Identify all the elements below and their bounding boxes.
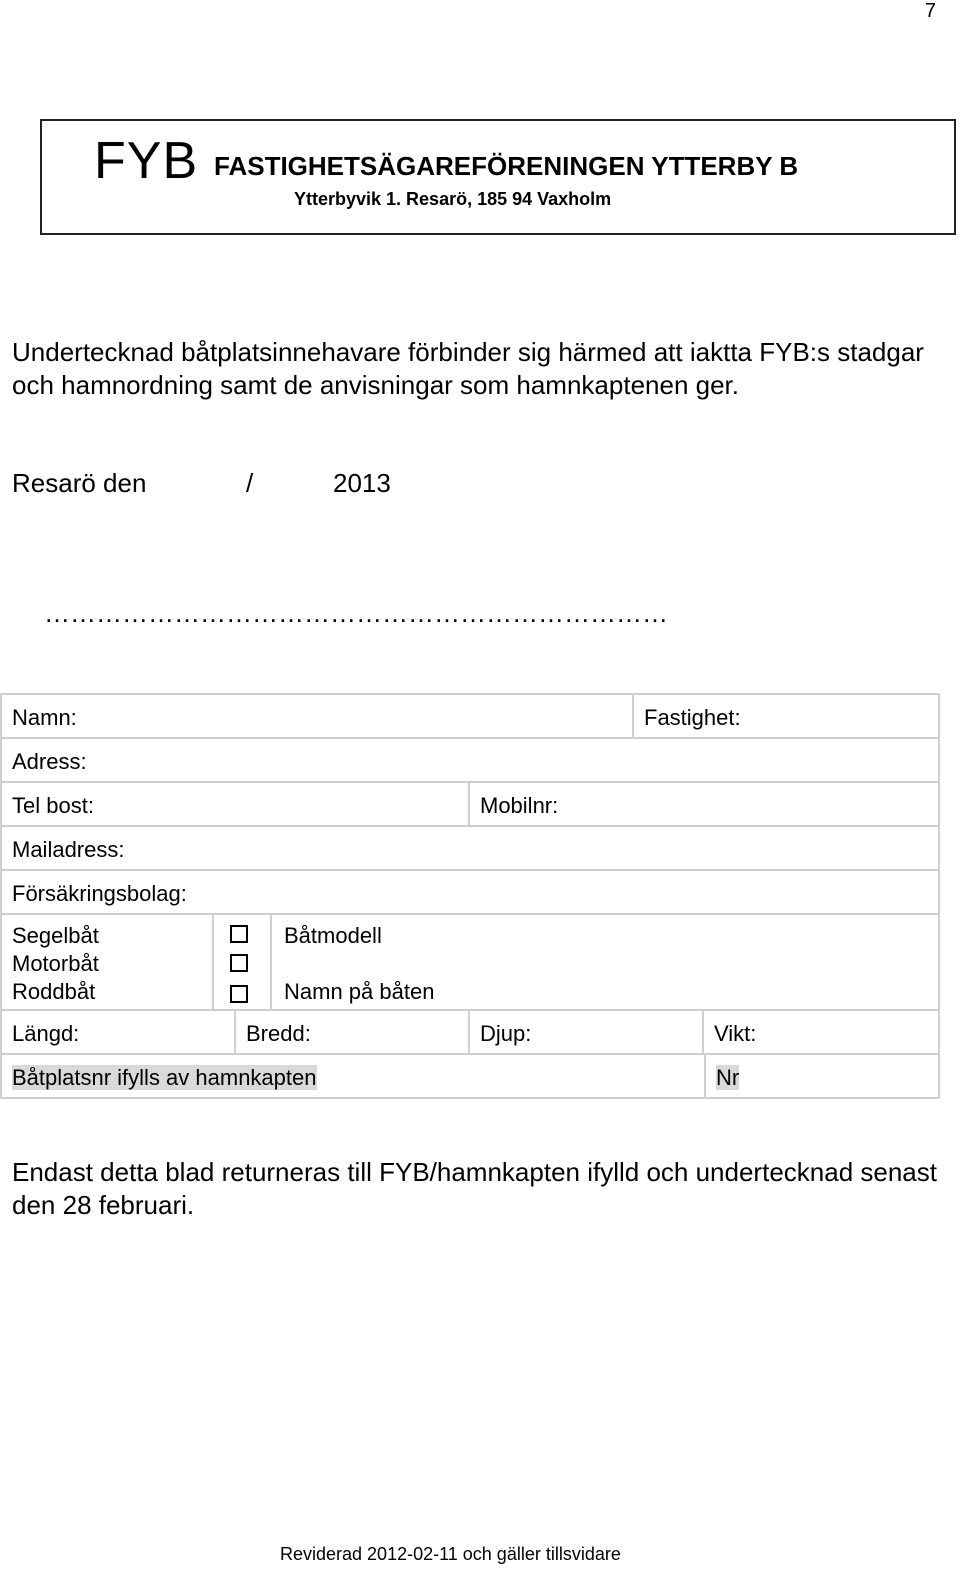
property-label: Fastighet: [644,705,741,730]
email-field[interactable] [0,825,940,871]
return-instructions: Endast detta blad returneras till FYB/hamnkapten ifylld och undertecknad senast den 28 februari. [12,1157,937,1220]
length-field[interactable] [0,1009,236,1055]
boat-model-name-field[interactable] [270,913,940,1011]
boat-type-checkboxes [212,913,272,1011]
email-label: Mailadress: [12,837,125,862]
checkbox-rowboat[interactable] [230,985,248,1003]
boat-type-labels [0,913,214,1011]
boat-type-sail: Segelbåt [12,923,99,948]
date-place: Resarö den [12,468,147,498]
fyb-logo: FYB [94,132,199,190]
checkbox-sailboat[interactable] [230,925,248,943]
mobile-label: Mobilnr: [480,793,559,818]
association-name: FASTIGHETSÄGAREFÖRENINGEN YTTERBY B [214,151,799,181]
boat-type-row: Roddbåt [12,979,96,1004]
registration-form [0,693,940,1100]
home-phone-field[interactable] [0,781,470,827]
association-address: Ytterbyvik 1. Resarö, 185 94 Vaxholm [294,189,612,209]
revision-note: Reviderad 2012-02-11 och gäller tillsvidare [280,1544,621,1564]
date-year: 2013 [333,468,391,498]
boat-model-label: Båtmodell [284,923,382,948]
home-phone-label: Tel bost: [12,793,94,818]
weight-field[interactable] [702,1009,940,1055]
property-field[interactable] [632,693,940,739]
weight-label: Vikt: [714,1021,757,1046]
name-field[interactable] [0,693,634,739]
berth-number-note-cell [0,1053,706,1099]
width-field[interactable] [234,1009,470,1055]
berth-number-note: Båtplatsnr ifylls av hamnkapten [12,1065,317,1090]
letterhead-box [40,119,956,235]
address-label: Adress: [12,749,87,774]
address-field[interactable] [0,737,940,783]
name-label: Namn: [12,705,77,730]
page-number: 7 [924,0,936,22]
signature-line[interactable]: ……………………………………………………………… [44,598,668,628]
length-label: Längd: [12,1021,80,1046]
berth-number-field[interactable] [704,1053,940,1099]
depth-label: Djup: [480,1021,532,1046]
mobile-field[interactable] [468,781,940,827]
berth-number-label: Nr [716,1065,740,1090]
intro-text: Undertecknad båtplatsinnehavare förbinder sig härmed att iaktta FYB:s stadgar och hamnordning samt de anvisningar som hamnkaptenen ger. [12,337,924,400]
width-label: Bredd: [246,1021,311,1046]
boat-name-label: Namn på båten [284,979,435,1004]
date-slash: / [246,468,254,498]
checkbox-motorboat[interactable] [230,954,248,972]
insurance-label: Försäkringsbolag: [12,881,187,906]
depth-field[interactable] [468,1009,704,1055]
boat-type-motor: Motorbåt [12,951,99,976]
insurance-field[interactable] [0,869,940,915]
